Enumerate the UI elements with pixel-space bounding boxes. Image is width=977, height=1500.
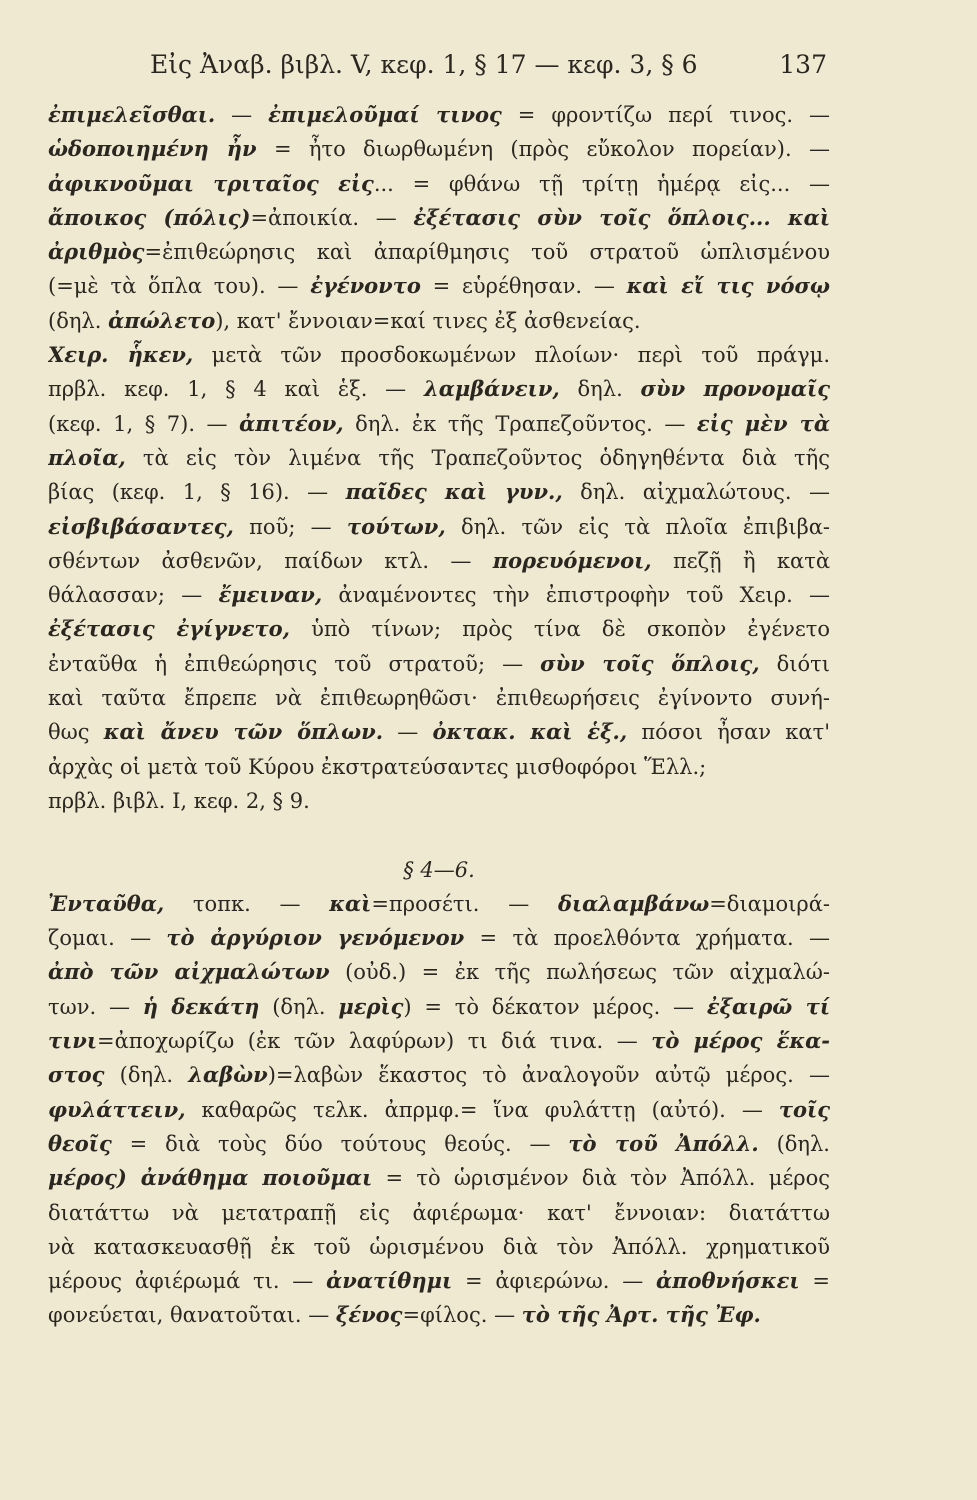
gloss: δηλ. τῶν εἰς τὰ πλοῖα ἐπιβιβα- [445,514,830,539]
lemma: παῖδες καὶ γυν., [345,479,563,505]
text-line [48,1058,830,1092]
text-line [48,990,830,1024]
page-number: 137 [779,50,827,79]
lemma: καὶ [329,890,372,916]
gloss: = ἦτο διωρθωμένη (πρὸς εὔκολον πορείαν). — [256,137,830,162]
gloss: νὰ κατασκευασθῇ ἐκ τοῦ ὡρισμένου διὰ τὸν Ἀπόλλ. χρηματικοῦ [48,1234,830,1259]
gloss: φονεύεται, θανατοῦται. — [48,1303,336,1328]
lemma: ἀπώλετο [108,307,216,333]
commentary-text [48,98,830,1333]
gloss: ὑπὸ τίνων; πρὸς τίνα δὲ σκοπὸν ἐγένετο [289,617,830,642]
gloss: πεζῇ ἢ κατὰ [651,548,830,573]
gloss: τὰ εἰς τὸν λιμένα τῆς Τραπεζοῦντος ὁδηγηθέντα διὰ τῆς [125,445,830,470]
gloss: ), κατ' ἔννοιαν=καί τινες ἐξ ἀσθενείας. [215,308,641,333]
gloss: =διαμοιρά- [709,891,830,916]
header-title: Εἰς Ἀναβ. βιβλ. V, κεφ. 1, § 17 — κεφ. 3, § 6 [150,50,698,79]
lemma: λαμβάνειν, [423,376,560,402]
text-line [48,1093,830,1127]
lemma: τὸ τῆς Ἀρτ. τῆς Ἐφ. [521,1302,761,1328]
gloss: (δηλ. [104,1063,189,1088]
lemma: ἀνατίθημι [326,1268,453,1294]
lemma: τὸ μέρος ἕκα- [651,1028,830,1054]
gloss: καὶ ταῦτα ἔπρεπε νὰ ἐπιθεωρηθῶσι· ἐπιθεωρήσεις ἐγίνοντο συνή- [48,686,830,711]
text-line [48,1024,830,1058]
lemma: ἀριθμὸς [48,239,145,265]
text-line [48,544,830,578]
lemma: σὺν προνομαῖς [640,376,830,402]
text-line [48,167,830,201]
text-line [48,475,830,509]
lemma: ἀπὸ τῶν αἰχμαλώτων [48,959,330,985]
gloss: των. — [48,994,143,1019]
text-line [48,921,830,955]
text-line [48,955,830,989]
lemma: στος [48,1062,105,1088]
lemma: λαβὼν [188,1062,268,1088]
text-line [48,1264,830,1298]
lemma: ἔμειναν, [218,582,323,608]
text-line [48,132,830,166]
lemma: μέρος) ἀνάθημα ποιοῦμαι [48,1165,373,1191]
lemma: ὀκτακ. καὶ ἑξ., [432,719,628,745]
gloss: = τὸ ὡρισμένον διὰ τὸν Ἀπόλλ. μέρος [372,1166,830,1191]
lemma: τοῖς [778,1096,830,1122]
gloss: = ἀφιερώνω. — [452,1269,657,1294]
gloss: βίας (κεφ. 1, § 16). — [48,480,346,505]
gloss: ἐνταῦθα ἡ ἐπιθεώρησις τοῦ στρατοῦ; — [48,651,541,676]
lemma: διαλαμβάνω [557,890,710,916]
gloss: ζομαι. — [48,926,167,951]
text-line [48,681,830,715]
text-line [48,407,830,441]
gloss: =φίλος. — [402,1303,522,1328]
lemma: τὸ ἀργύριον γενόμενον [166,925,465,951]
lemma: ἀφικνοῦμαι τριταῖος εἰς [48,170,374,196]
gloss: (κεφ. 1, § 7). — [48,411,240,436]
gloss: (οὐδ.) = ἐκ τῆς πωλήσεως τῶν αἰχμαλώ- [329,960,830,985]
lemma: ἐξέτασις ἐγίγνετο, [48,616,290,642]
gloss: ἀρχὰς οἱ μετὰ τοῦ Κύρου ἐκστρατεύσαντες μισθοφόροι Ἕλλ.; [48,754,707,779]
gloss: ) = τὸ δέκατον μέρος. — [403,994,707,1019]
gloss: (=μὲ τὰ ὅπλα του). — [48,274,311,299]
gloss: = τὰ προελθόντα χρήματα. — [464,926,830,951]
text-line [48,201,830,235]
text-line [48,1230,830,1264]
text-line [48,1161,830,1195]
text-line [48,1298,830,1332]
text-line [48,98,830,132]
lemma: θεοῖς [48,1130,112,1156]
gloss: = φροντίζω περί τινος. — [501,103,830,127]
lemma: ἄποικος (πόλις) [48,204,251,230]
gloss: σθέντων ἀσθενῶν, παίδων κτλ. — [48,548,493,573]
gloss: θως [48,720,104,745]
lemma: ἐπιμελοῦμαί τινος [268,102,502,127]
lemma: Ἐνταῦθα, [48,890,165,916]
text-line [48,578,830,612]
lemma: ἀπιτέον, [239,410,344,436]
lemma: εἰσβιβάσαντες, [48,513,234,539]
lemma: τούτων, [346,513,446,539]
text-line [48,612,830,646]
lemma: πορευόμενοι, [492,547,652,573]
gloss: = διὰ τοὺς δύο τούτους θεούς. — [111,1131,569,1156]
text-line [48,269,830,303]
lemma: ἡ δεκάτη [142,993,260,1019]
text-line [48,372,830,406]
text-line [48,887,830,921]
section-gap [48,818,830,852]
text-line [48,441,830,475]
gloss: =προσέτι. — [371,891,558,916]
lemma: ἐξέτασις σὺν τοῖς ὅπλοις... καὶ [413,204,830,230]
gloss: πρβλ. βιβλ. I, κεφ. 2, § 9. [48,788,310,813]
lemma: ἀποθνήσκει [656,1268,800,1294]
gloss: τοπκ. — [164,891,330,916]
lemma: ὡδοποιημένη ἦν [48,136,257,162]
text-line [48,510,830,544]
lemma: ἐξαιρῶ τί [706,993,830,1019]
gloss: καθαρῶς τελκ. ἀπρμφ.= ἵνα φυλάττῃ (αὐτό). — [185,1097,779,1122]
lemma: εἰς μὲν τὰ [696,410,830,436]
lemma: τινι [48,1028,98,1054]
gloss: δηλ. αἰχμαλώτους. — [562,480,830,505]
gloss: )=λαβὼν ἕκαστος τὸ ἀναλογοῦν αὐτῷ μέρος. — [267,1063,830,1088]
section-heading [48,853,830,887]
gloss: διατάττω νὰ μετατραπῇ εἰς ἀφιέρωμα· κατ' ἔννοιαν: διατάττω [48,1200,830,1225]
gloss: — [215,103,269,127]
lemma: πλοῖα, [48,444,126,470]
gloss: = [799,1269,830,1294]
lemma: μερὶς [338,993,404,1019]
text-line [48,647,830,681]
gloss: (δηλ. [259,994,339,1019]
lemma: καὶ εἴ τις νόσῳ [626,273,830,299]
text-line [48,715,830,749]
text-line [48,304,830,338]
gloss: δηλ. [559,377,641,402]
gloss: =ἐπιθεώρησις καὶ ἀπαρίθμησις τοῦ στρατοῦ ὡπλισμένου [144,240,830,265]
lemma: ἐπιμελεῖσθαι. [48,102,216,127]
lemma: σὺν τοῖς ὅπλοις, [540,650,760,676]
lemma: τὸ τοῦ Ἀπόλλ. [568,1130,759,1156]
gloss: =ἀποικία. — [250,205,414,230]
gloss: ἀναμένοντες τὴν ἐπιστροφὴν τοῦ Χειρ. — [322,583,830,608]
text-line [48,338,830,372]
text-line [48,1196,830,1230]
gloss: πόσοι ἦσαν κατ' [627,720,830,745]
gloss: ... = φθάνω τῇ τρίτῃ ἡμέρᾳ εἰς... — [373,171,830,196]
lemma: ἐγένοντο [310,273,421,299]
text-line [48,1127,830,1161]
lemma: ξένος [335,1302,403,1328]
text-line [48,750,830,784]
lemma: φυλάττειν, [48,1096,186,1122]
gloss: = εὑρέθησαν. — [420,274,627,299]
text-line [48,784,830,818]
gloss: — [383,720,433,745]
gloss: δηλ. ἐκ τῆς Τραπεζοῦντος. — [343,411,697,436]
lemma: Χειρ. ἧκεν, [48,342,194,368]
gloss: (δηλ. [758,1131,830,1156]
gloss: διότι [759,651,830,676]
text-line [48,235,830,269]
gloss: θάλασσαν; — [48,583,219,608]
gloss: =ἀποχωρίζω (ἐκ τῶν λαφύρων) τι διά τινα. — [97,1029,652,1054]
gloss: μέρους ἀφιέρωμά τι. — [48,1269,327,1294]
lemma: καὶ ἄνευ τῶν ὅπλων. [103,719,384,745]
gloss: § 4—6. [403,857,475,882]
gloss: πρβλ. κεφ. 1, § 4 καὶ ἑξ. — [48,377,424,402]
gloss: μετὰ τῶν προσδοκωμένων πλοίων· περὶ τοῦ πράγμ. [193,343,830,368]
gloss: (δηλ. [48,308,109,333]
gloss: ποῦ; — [233,514,347,539]
